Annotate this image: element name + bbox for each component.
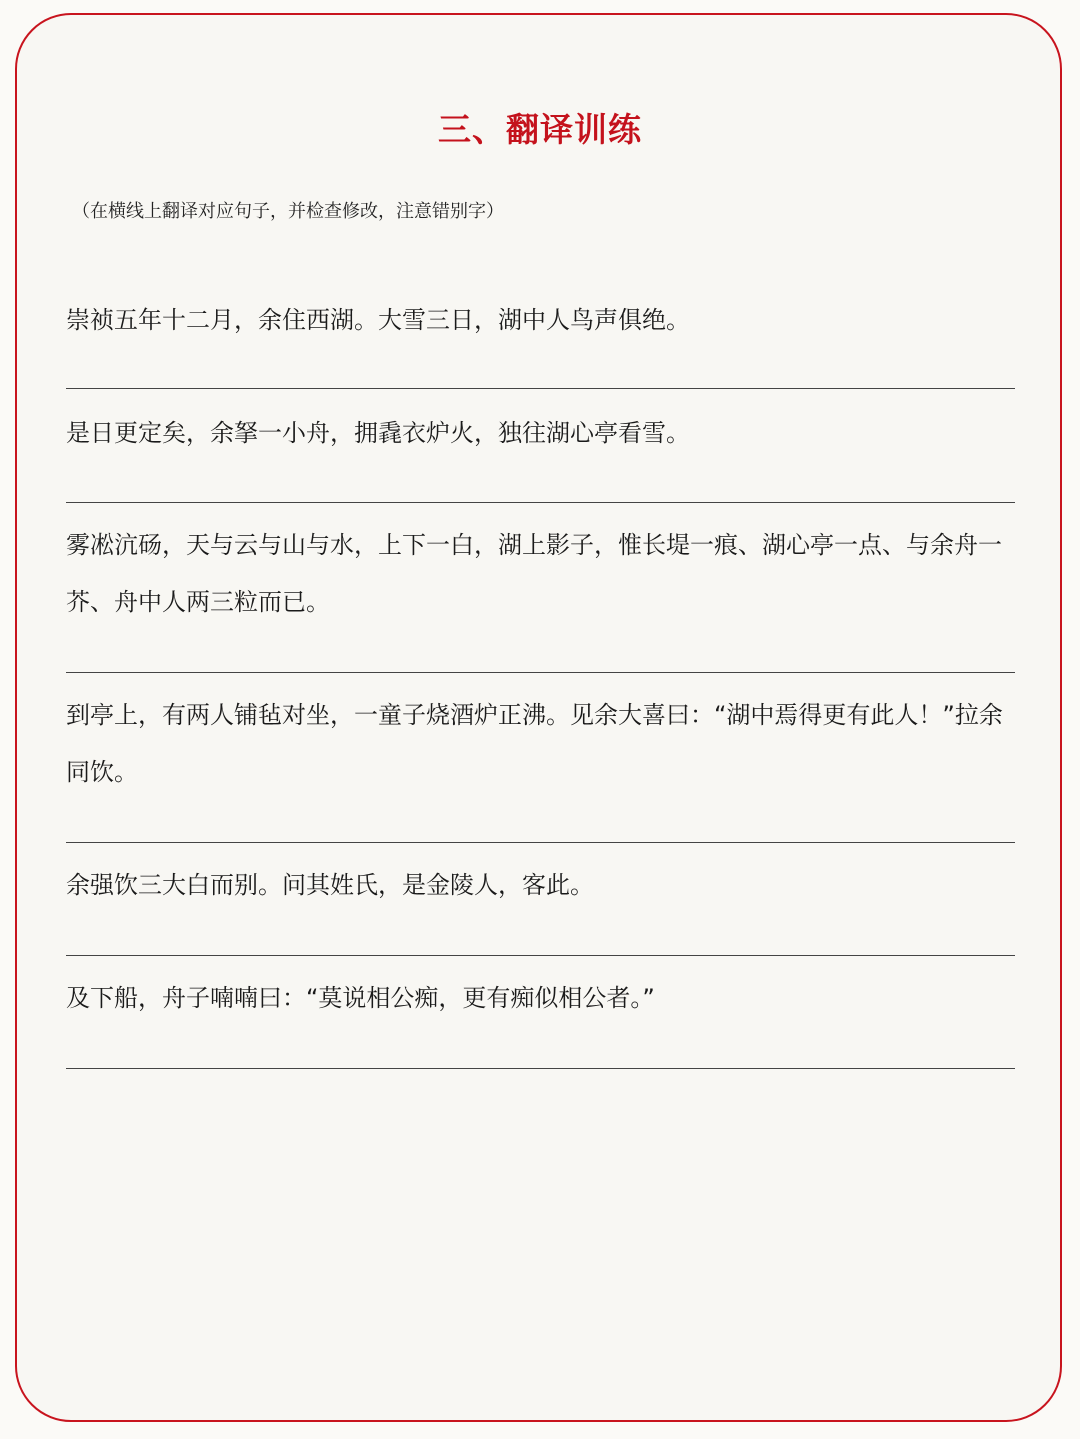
passage-6: 及下船，舟子喃喃曰：“莫说相公痴，更有痴似相公者。”: [66, 984, 655, 1012]
passage-5: 余强饮三大白而别。问其姓氏，是金陵人，客此。: [66, 871, 594, 899]
instruction-text: （在横线上翻译对应句子，并检查修改，注意错别字）: [72, 201, 504, 222]
passage-3: 雾凇沆砀，天与云与山与水，上下一白，湖上影子，惟长堤一痕、湖心亭一点、与余舟一芥、舟中人两三粒而已。: [66, 531, 1002, 616]
passage-4: 到亭上，有两人铺毡对坐，一童子烧酒炉正沸。见余大喜曰：“湖中焉得更有此人！”拉余同饮。: [66, 701, 1003, 786]
answer-line-1[interactable]: [66, 388, 1015, 389]
page-title: 三、翻译训练: [438, 110, 642, 149]
answer-line-4[interactable]: [66, 842, 1015, 843]
answer-line-5[interactable]: [66, 955, 1015, 956]
passage-2: 是日更定矣，余拏一小舟，拥毳衣炉火，独往湖心亭看雪。: [66, 419, 690, 447]
passage-1: 崇祯五年十二月，余住西湖。大雪三日，湖中人鸟声俱绝。: [66, 306, 690, 334]
answer-line-3[interactable]: [66, 672, 1015, 673]
answer-line-6[interactable]: [66, 1068, 1015, 1069]
answer-line-2[interactable]: [66, 502, 1015, 503]
